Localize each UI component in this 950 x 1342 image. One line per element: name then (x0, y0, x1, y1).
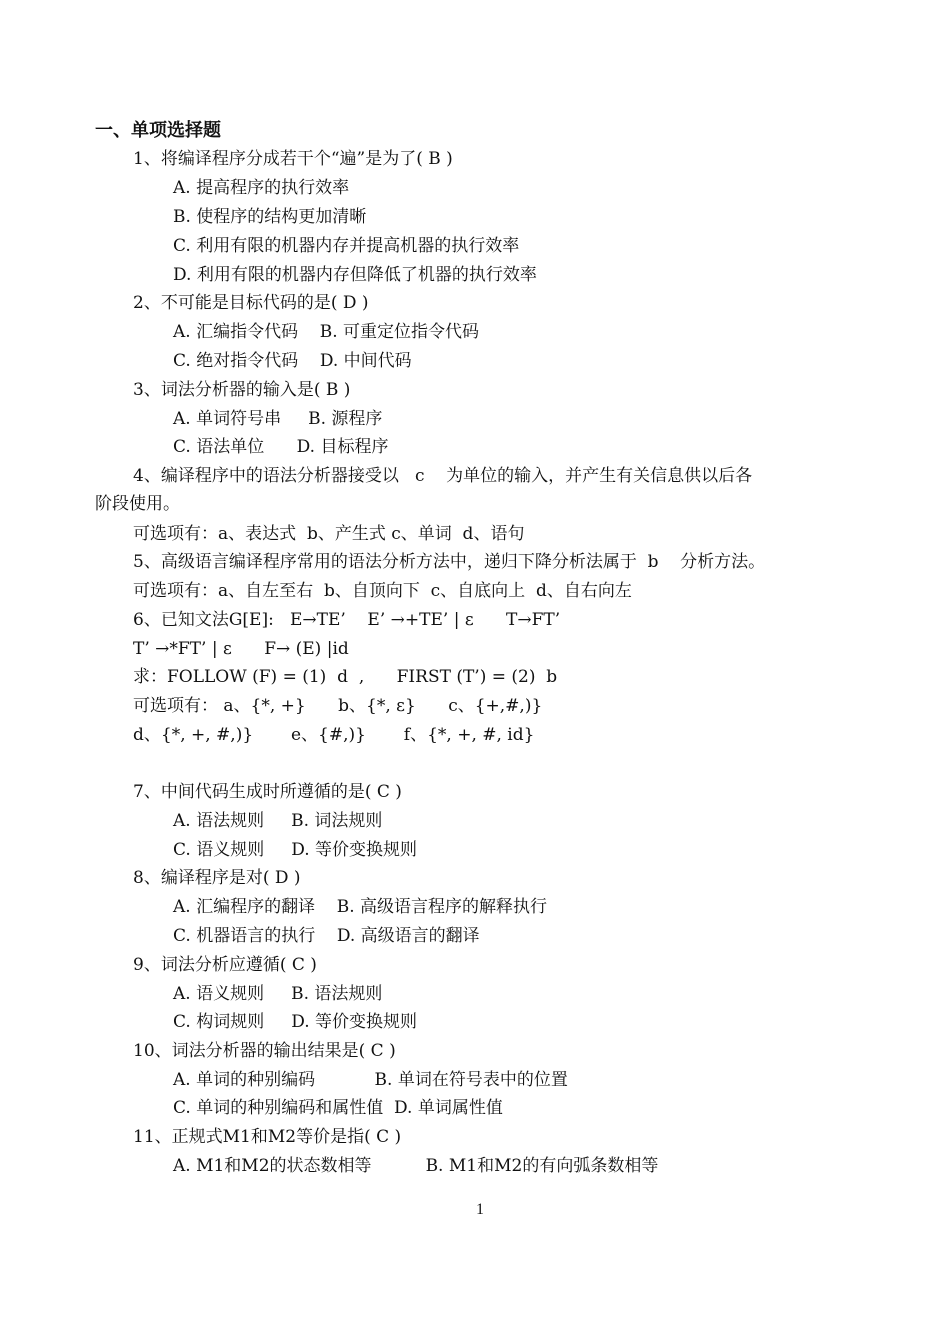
options-3cd: C. 语法单位 D. 目标程序 (173, 437, 389, 457)
question-3: 3、词法分析器的输入是( B ) (133, 380, 351, 400)
option-1d: D. 利用有限的机器内存但降低了机器的执行效率 (173, 265, 537, 285)
choices-5: 可选项有：a、自左至右 b、自顶向下 c、自底向上 d、自右向左 (133, 581, 632, 601)
options-7ab: A. 语法规则 B. 词法规则 (173, 811, 383, 831)
question-4-cont: 阶段使用。 (95, 494, 180, 514)
ask-6: 求：FOLLOW (F) = (1) d , FIRST (T’) = (2) b (133, 667, 558, 687)
question-4: 4、编译程序中的语法分析器接受以 c 为单位的输入，并产生有关信息供以后各 (133, 466, 753, 486)
page-number: 1 (476, 1201, 484, 1218)
question-1: 1、将编译程序分成若干个“遍”是为了( B ) (133, 149, 453, 169)
question-7: 7、中间代码生成时所遵循的是( C ) (133, 782, 402, 802)
options-3ab: A. 单词符号串 B. 源程序 (173, 409, 383, 429)
question-8: 8、编译程序是对( D ) (133, 868, 301, 888)
question-5: 5、高级语言编译程序常用的语法分析方法中，递归下降分析法属于 b 分析方法。 (133, 552, 766, 572)
grammar-6: T’ →*FT’ | ε F→ (E) |id (133, 639, 349, 659)
options-9cd: C. 构词规则 D. 等价变换规则 (173, 1012, 418, 1032)
question-9: 9、词法分析应遵循( C ) (133, 955, 317, 975)
options-8cd: C. 机器语言的执行 D. 高级语言的翻译 (173, 926, 480, 946)
options-2cd: C. 绝对指令代码 D. 中间代码 (173, 351, 412, 371)
options-2ab: A. 汇编指令代码 B. 可重定位指令代码 (173, 322, 479, 342)
question-2: 2、不可能是目标代码的是( D ) (133, 293, 369, 313)
options-9ab: A. 语义规则 B. 语法规则 (173, 984, 383, 1004)
options-10cd: C. 单词的种别编码和属性值 D. 单词属性值 (173, 1098, 503, 1118)
option-1b: B. 使程序的结构更加清晰 (173, 207, 367, 227)
option-1a: A. 提高程序的执行效率 (173, 178, 350, 198)
choices-6b: d、{*, +, #,)} e、{#,)} f、{*, +, #, id} (133, 725, 535, 745)
options-8ab: A. 汇编程序的翻译 B. 高级语言程序的解释执行 (173, 897, 547, 917)
options-10ab: A. 单词的种别编码 B. 单词在符号表中的位置 (173, 1070, 568, 1090)
question-10: 10、词法分析器的输出结果是( C ) (133, 1041, 396, 1061)
choices-6a: 可选项有： a、{*, +} b、{*, ε} c、{+,#,)} (133, 696, 543, 716)
options-11ab: A. M1和M2的状态数相等 B. M1和M2的有向弧条数相等 (173, 1156, 659, 1176)
options-7cd: C. 语义规则 D. 等价变换规则 (173, 840, 418, 860)
section-heading: 一、单项选择题 (95, 120, 221, 141)
choices-4: 可选项有：a、表达式 b、产生式 c、单词 d、语句 (133, 524, 525, 544)
question-11: 11、正规式M1和M2等价是指( C ) (133, 1127, 402, 1147)
question-6: 6、已知文法G[E]: E→TE’ E’ →+TE’ | ε T→FT’ (133, 610, 561, 630)
option-1c: C. 利用有限的机器内存并提高机器的执行效率 (173, 236, 520, 256)
